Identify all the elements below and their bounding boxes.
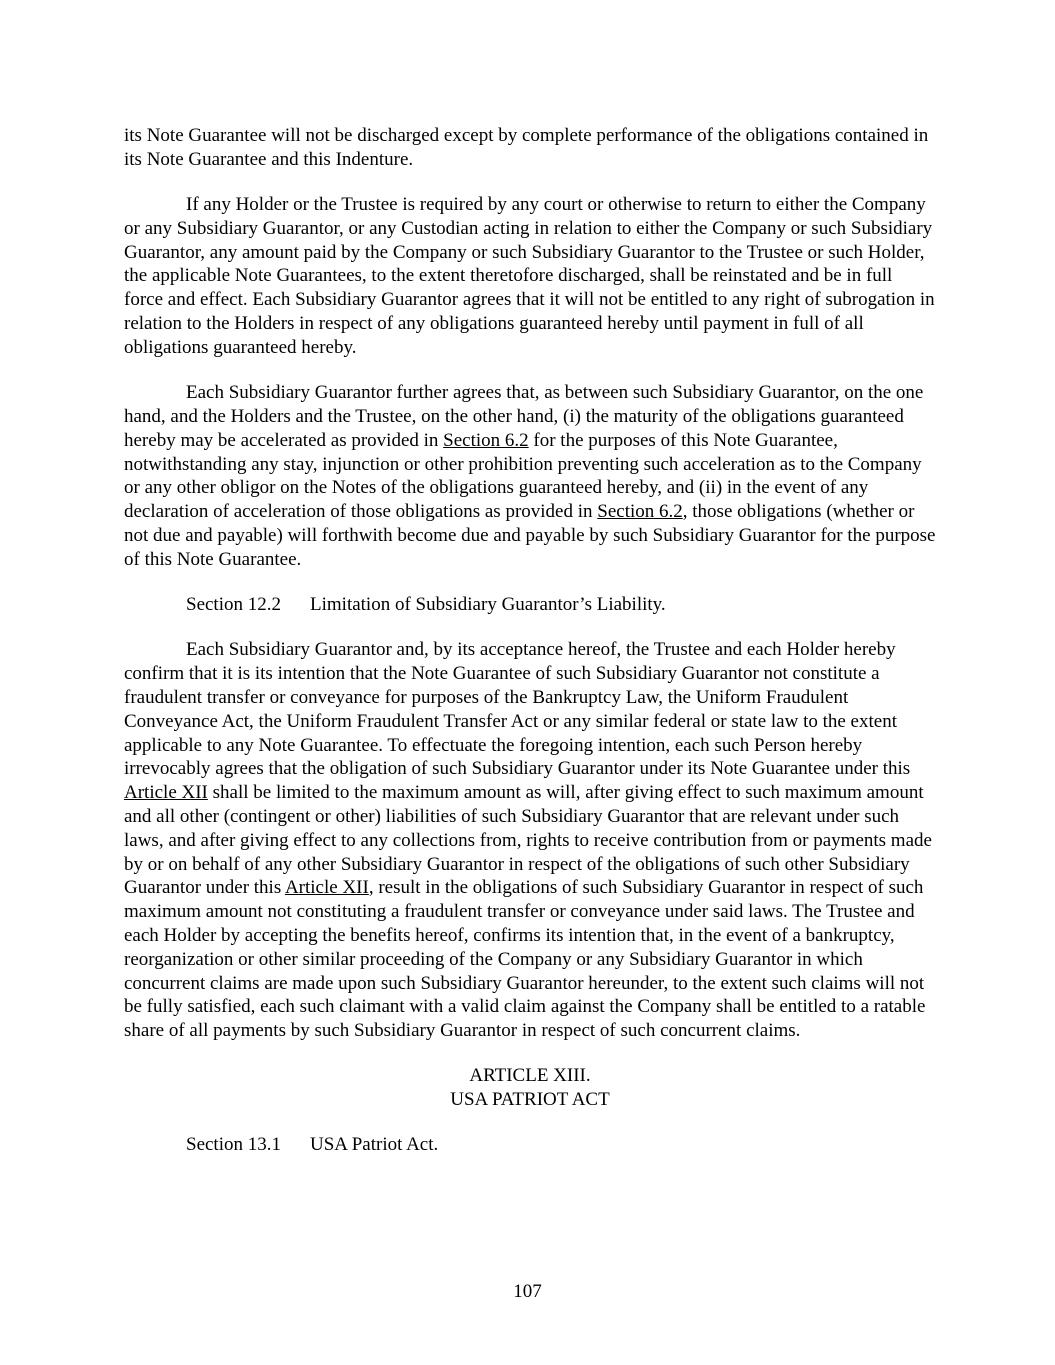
article-title: USA PATRIOT ACT — [450, 1089, 610, 1111]
article-xii-link[interactable]: Article XII — [284, 877, 369, 899]
section-title: USA Patriot Act. — [310, 1134, 439, 1156]
section-12-2-heading — [124, 593, 936, 617]
article-number: ARTICLE XIII. — [469, 1065, 591, 1087]
paragraph-text: Each Subsidiary Guarantor further agrees that, as between such Subsidiary Guarantor, on the one hand, and the Holders and the Trustee, on the other hand, (i) the maturity of the obligations guaranteed hereby may be accelerated as provided in — [124, 382, 924, 451]
paragraph-note-guarantee-discharge: its Note Guarantee will not be discharged except by complete performance of the obligations contained in its Note Guarantee and this Indenture. — [124, 125, 929, 170]
paragraph-text: , those obligations (whether or not due and payable) will forthwith become due and payable by such Subsidiary Guarantor for the purpose of this Note Guarantee. — [124, 501, 936, 570]
paragraph-acceleration — [124, 381, 936, 571]
page-number: 107 — [513, 1281, 542, 1302]
section-6-2-link[interactable]: Section 6.2 — [597, 501, 683, 523]
section-number: Section 12.2 — [186, 594, 281, 616]
section-6-2-link[interactable]: Section 6.2 — [443, 429, 529, 451]
paragraph-text: shall be limited to the maximum amount as will, after giving effect to such maximum amount and all other (contingent or other) liabilities of such Subsidiary Guarantor that are relevant under such laws, and after giving effect to any collections from, rights to receive contribution from or payments made by or on behalf of any other Subsidiary Guarantor in respect of the obligations of such other Subsidiary Guarantor under this — [124, 782, 932, 899]
paragraph-text: Each Subsidiary Guarantor and, by its acceptance hereof, the Trustee and each Holder hereby confirm that it is its intention that the Note Guarantee of such Subsidiary Guarantor not constitute a fraudulent transfer or conveyance for purposes of the Bankruptcy Law, the Uniform Fraudulent Conveyance Act, the Uniform Fraudulent Transfer Act or any similar federal or state law to the extent applicable to any Note Guarantee. To effectuate the foregoing intention, each such Person hereby irrevocably agrees that the obligation of such Subsidiary Guarantor under its Note Guarantee under this — [124, 639, 911, 780]
paragraph-text: , result in the obligations of such Subsidiary Guarantor in respect of such maximum amount not constituting a fraudulent transfer or conveyance under said laws. The Trustee and each Holder by accepting the benefits hereof, confirms its intention that, in the event of a bankruptcy, reorganization or other similar proceeding of the Company or any Subsidiary Guarantor in which concurrent claims are made upon such Subsidiary Guarantor hereunder, to the extent such claims will not be fully satisfied, each such claimant with a valid claim against the Company shall be entitled to a ratable share of all payments by such Subsidiary Guarantor in respect of such concurrent claims. — [124, 877, 926, 1042]
page-body — [124, 124, 936, 1179]
paragraph-limitation-of-liability — [124, 638, 936, 1043]
section-number: Section 13.1 — [186, 1134, 281, 1156]
article-xii-link[interactable]: Article XII — [124, 782, 208, 804]
paragraph-reinstatement: If any Holder or the Trustee is required by any court or otherwise to return to either the Company or any Subsidiary Guarantor, or any Custodian acting in relation to either the Company or such Subsidiary Guarantor, any amount paid by the Company or such Subsidiary Guarantor to the Trustee or such Holder, the applicable Note Guarantees, to the extent theretofore discharged, shall be reinstated and be in full force and effect. Each Subsidiary Guarantor agrees that it will not be entitled to any right of subrogation in relation to the Holders in respect of any obligations guaranteed hereby until payment in full of all obligations guaranteed hereby. — [124, 194, 935, 358]
section-13-1-heading — [124, 1133, 936, 1157]
article-heading — [124, 1064, 936, 1112]
section-title: Limitation of Subsidiary Guarantor’s Liability. — [310, 594, 666, 616]
paragraph-text: for the purposes of this Note Guarantee, notwithstanding any stay, injunction or other prohibition preventing such acceleration as to the Company or any other obligor on the Notes of the obligations guaranteed hereby, and (ii) in the event of any declaration of acceleration of those obligations as provided in — [124, 429, 922, 523]
